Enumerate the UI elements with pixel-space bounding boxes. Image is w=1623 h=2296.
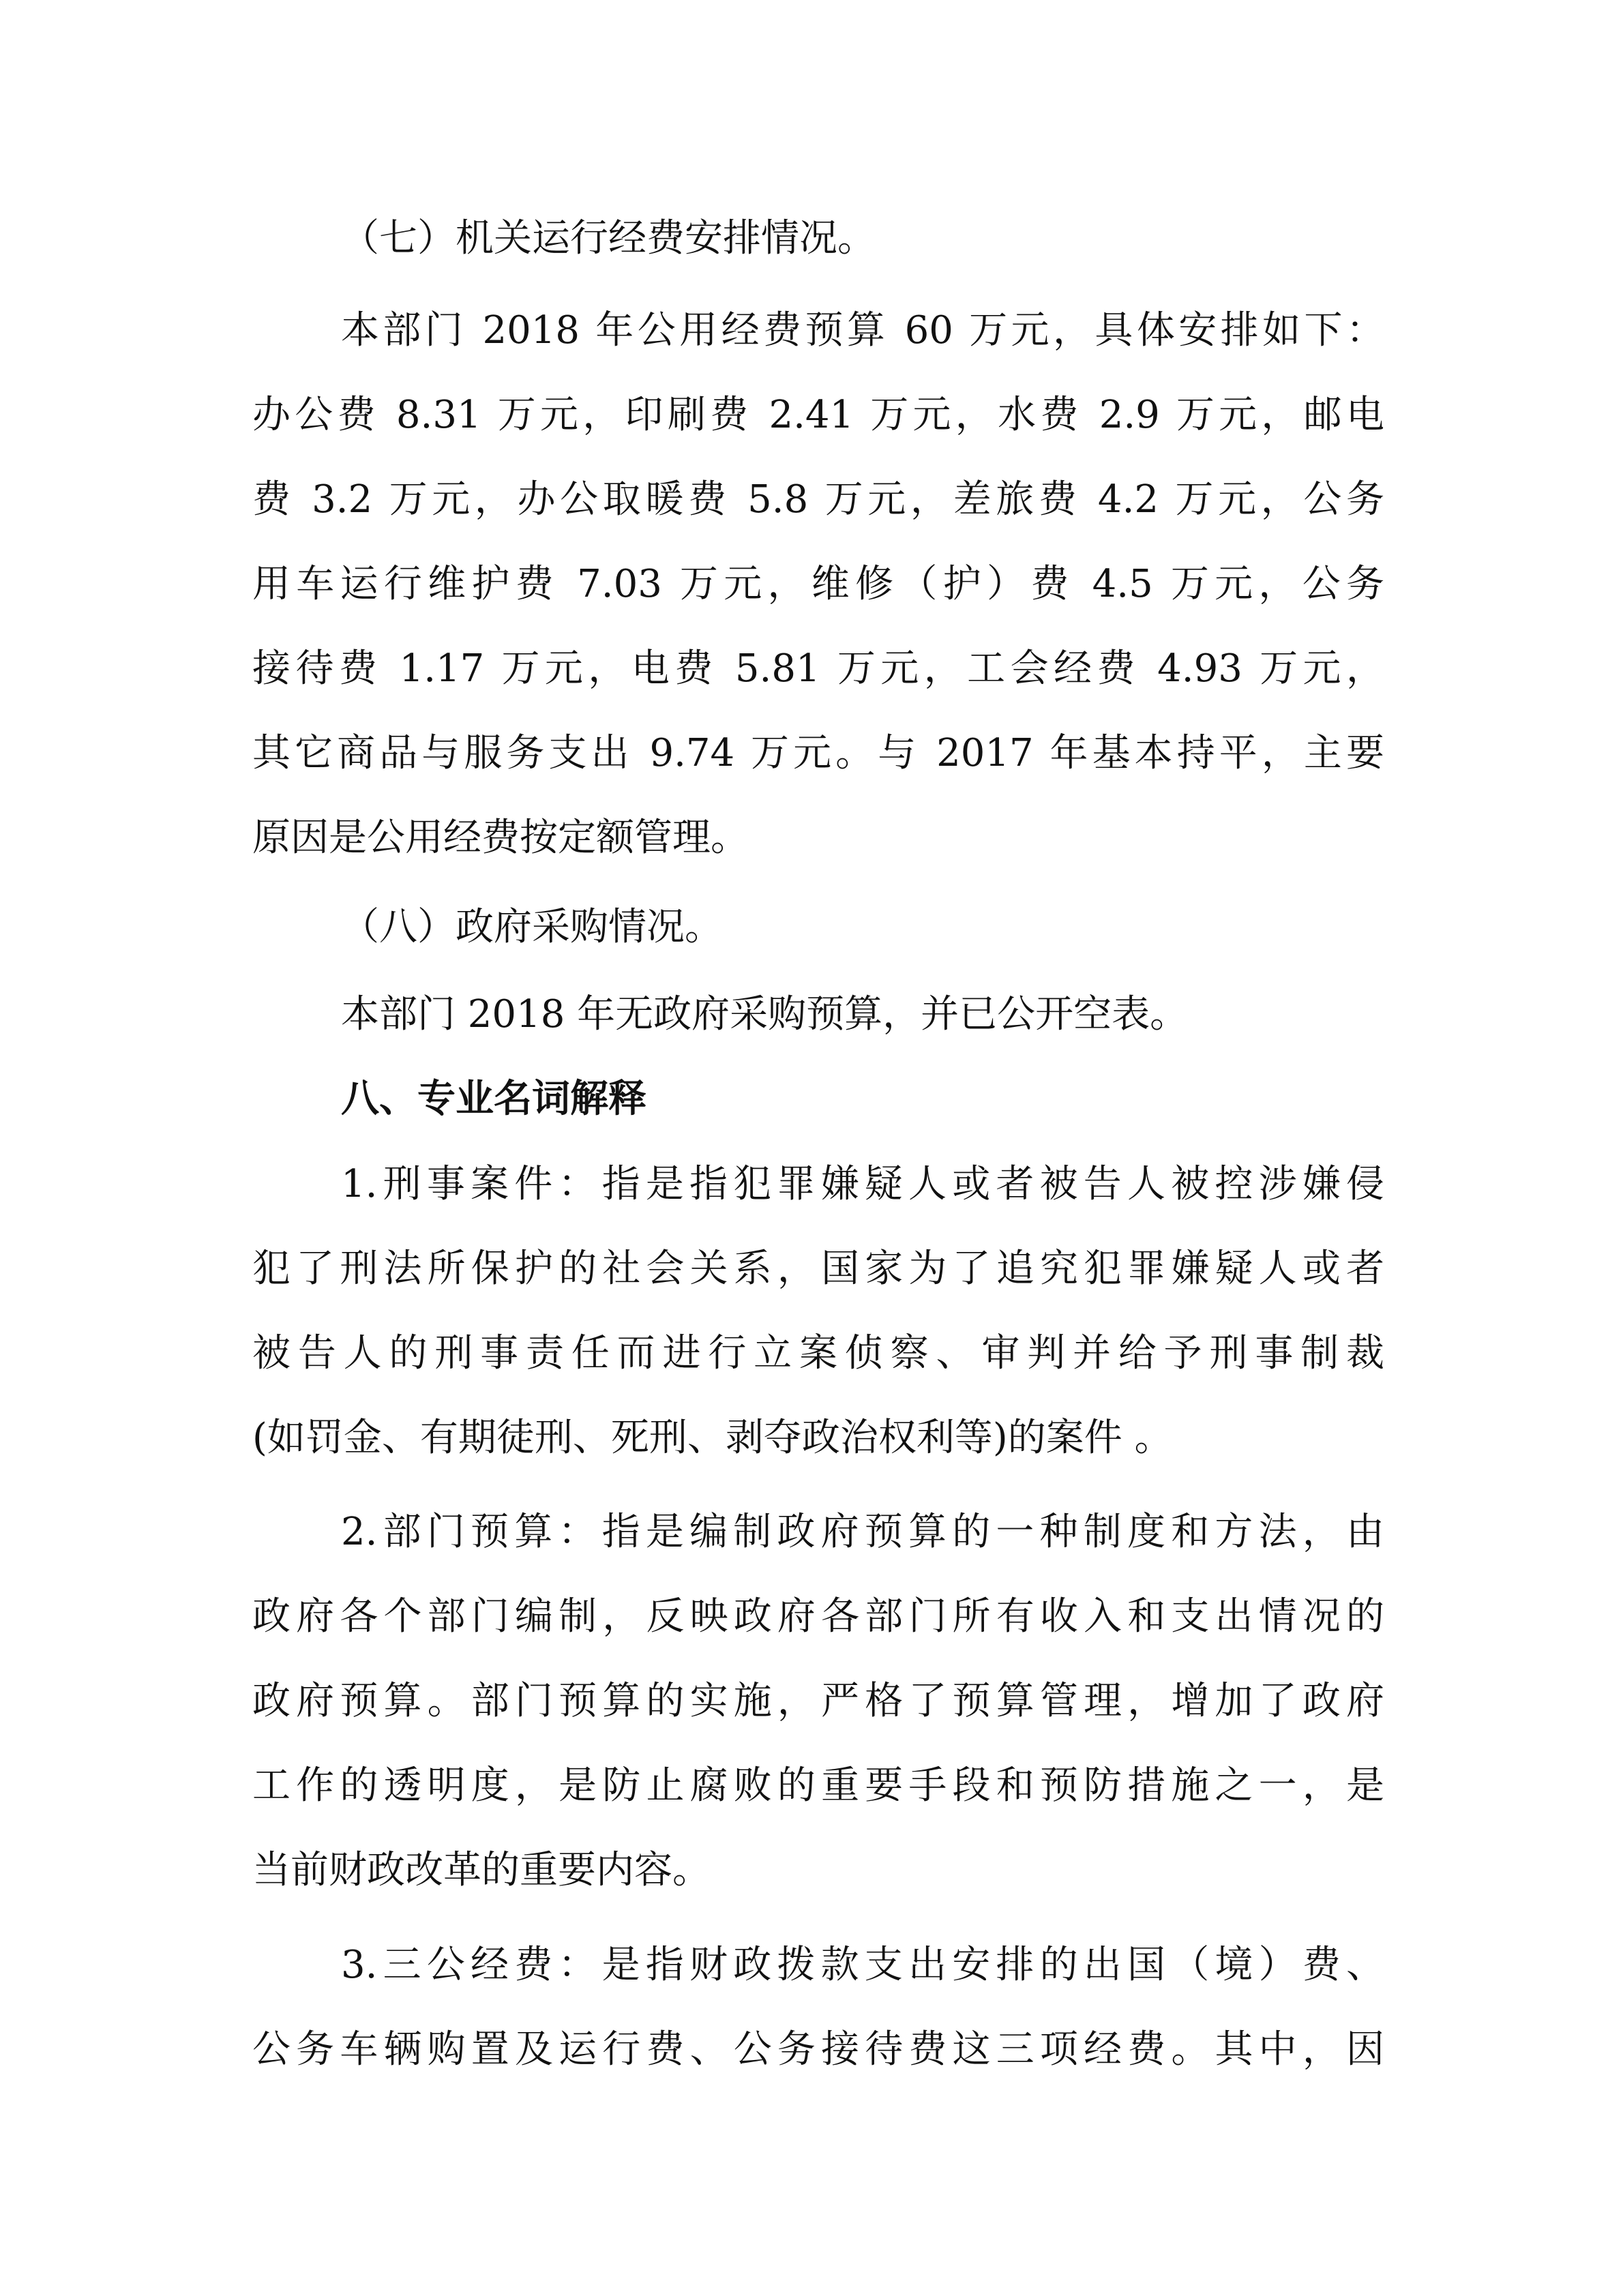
paragraph-line: 办公费 8.31 万元，印刷费 2.41 万元，水费 2.9 万元，邮电 <box>252 393 1384 437</box>
paragraph-line: 其它商品与服务支出 9.74 万元。与 2017 年基本持平，主要 <box>252 731 1384 775</box>
glossary-line: (如罚金、有期徒刑、死刑、剥夺政治权利等)的案件 。 <box>252 1416 1173 1460</box>
glossary-line: 公务车辆购置及运行费、公务接待费这三项经费。其中，因 <box>252 2027 1384 2072</box>
paragraph-line: 费 3.2 万元，办公取暖费 5.8 万元，差旅费 4.2 万元，公务 <box>252 477 1384 522</box>
paragraph-line: 原因是公用经费按定额管理。 <box>252 816 749 860</box>
paragraph-line: 接待费 1.17 万元，电费 5.81 万元，工会经费 4.93 万元， <box>252 646 1384 691</box>
glossary-line: 政府预算。部门预算的实施，严格了预算管理，增加了政府 <box>252 1679 1384 1723</box>
glossary-line: 工作的透明度，是防止腐败的重要手段和预防措施之一，是 <box>252 1763 1384 1808</box>
glossary-line: 2.部门预算：指是编制政府预算的一种制度和方法，由 <box>341 1510 1384 1554</box>
glossary-line: 被告人的刑事责任而进行立案侦察、审判并给予刑事制裁 <box>252 1331 1384 1375</box>
glossary-line: 3.三公经费：是指财政拨款支出安排的出国（境）费、 <box>341 1943 1384 1987</box>
paragraph-line: 本部门 2018 年公用经费预算 60 万元，具体安排如下： <box>341 308 1384 353</box>
glossary-line: 1.刑事案件：指是指犯罪嫌疑人或者被告人被控涉嫌侵 <box>341 1162 1384 1206</box>
section-8-heading: （八）政府采购情况。 <box>341 905 723 949</box>
glossary-line: 政府各个部门编制，反映政府各部门所有收入和支出情况的 <box>252 1594 1384 1639</box>
section-7-heading: （七）机关运行经费安排情况。 <box>341 216 876 260</box>
glossary-title: 八、专业名词解释 <box>341 1077 646 1121</box>
paragraph-line: 本部门 2018 年无政府采购预算，并已公开空表。 <box>341 992 1189 1037</box>
glossary-line: 犯了刑法所保护的社会关系，国家为了追究犯罪嫌疑人或者 <box>252 1247 1384 1291</box>
paragraph-line: 用车运行维护费 7.03 万元，维修（护）费 4.5 万元，公务 <box>252 562 1384 606</box>
glossary-line: 当前财政改革的重要内容。 <box>252 1848 711 1892</box>
